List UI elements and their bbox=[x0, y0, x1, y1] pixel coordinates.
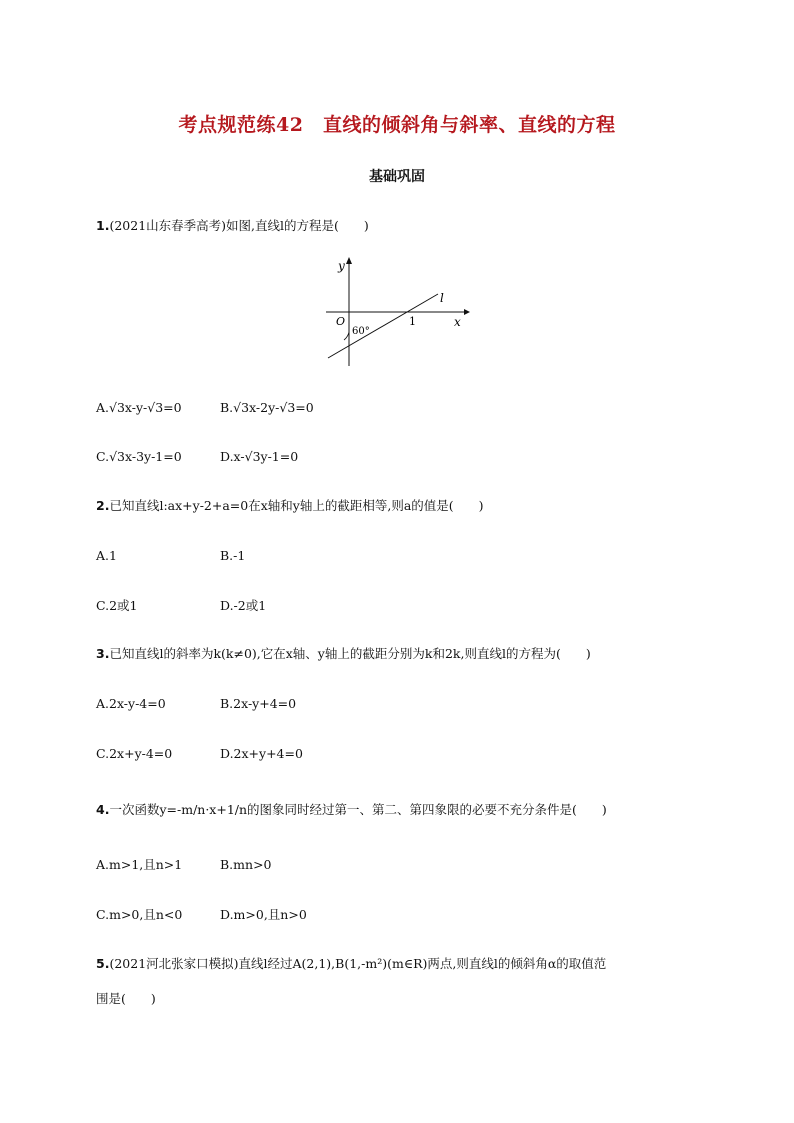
question-5 bbox=[96, 955, 606, 973]
x-axis-label: x bbox=[454, 315, 461, 329]
q2-option-d[interactable]: D.-2或1 bbox=[220, 598, 267, 613]
q1-option-c[interactable]: C.√3x-3y-1=0 bbox=[96, 449, 182, 464]
question-2 bbox=[96, 497, 484, 515]
q1-option-b[interactable]: B.√3x-2y-√3=0 bbox=[220, 400, 314, 415]
q4-option-d[interactable]: D.m>0,且n>0 bbox=[220, 907, 307, 922]
question-text: 已知直线l:ax+y-2+a=0在x轴和y轴上的截距相等,则a的值是( ) bbox=[109, 498, 484, 513]
question-1 bbox=[96, 217, 369, 235]
question-text: 一次函数y=-m/n·x+1/n的图象同时经过第一、第二、第四象限的必要不充分条件是( ) bbox=[109, 802, 607, 817]
line-l-label: l bbox=[440, 291, 444, 305]
q3-option-b[interactable]: B.2x-y+4=0 bbox=[220, 696, 297, 711]
question-number: 4. bbox=[96, 802, 110, 817]
q3-option-d[interactable]: D.2x+y+4=0 bbox=[220, 746, 303, 761]
question-text: (2021山东春季高考)如图,直线l的方程是( ) bbox=[109, 218, 369, 233]
question-4 bbox=[96, 801, 607, 819]
coordinate-diagram bbox=[316, 254, 476, 374]
question-5-continued: 围是( ) bbox=[96, 991, 156, 1006]
q2-option-b[interactable]: B.-1 bbox=[220, 548, 246, 563]
y-axis-label: y bbox=[338, 259, 345, 273]
q2-option-c[interactable]: C.2或1 bbox=[96, 598, 138, 613]
angle-60-label: 60° bbox=[352, 326, 370, 337]
q1-option-d[interactable]: D.x-√3y-1=0 bbox=[220, 449, 299, 464]
q3-option-c[interactable]: C.2x+y-4=0 bbox=[96, 746, 173, 761]
question-3 bbox=[96, 645, 591, 663]
q4-option-b[interactable]: B.mn>0 bbox=[220, 857, 272, 872]
q4-option-a[interactable]: A.m>1,且n>1 bbox=[96, 857, 183, 872]
tick-1-label: 1 bbox=[409, 315, 416, 328]
question-text: 已知直线l的斜率为k(k≠0),它在x轴、y轴上的截距分别为k和2k,则直线l的方程为( ) bbox=[109, 646, 591, 661]
page-title: 考点规范练42 直线的倾斜角与斜率、直线的方程 bbox=[178, 114, 616, 136]
q1-option-a[interactable]: A.√3x-y-√3=0 bbox=[96, 400, 182, 415]
question-text: (2021河北张家口模拟)直线l经过A(2,1),B(1,-m²)(m∈R)两点,则直线l的倾斜角α的取值范 bbox=[109, 956, 607, 971]
question-number: 3. bbox=[96, 646, 110, 661]
origin-label: O bbox=[336, 315, 346, 328]
question-number: 1. bbox=[96, 218, 110, 233]
section-heading: 基础巩固 bbox=[369, 169, 425, 185]
q2-option-a[interactable]: A.1 bbox=[96, 548, 117, 563]
q3-option-a[interactable]: A.2x-y-4=0 bbox=[96, 696, 166, 711]
question-number: 2. bbox=[96, 498, 110, 513]
question-number: 5. bbox=[96, 956, 110, 971]
q4-option-c[interactable]: C.m>0,且n<0 bbox=[96, 907, 183, 922]
